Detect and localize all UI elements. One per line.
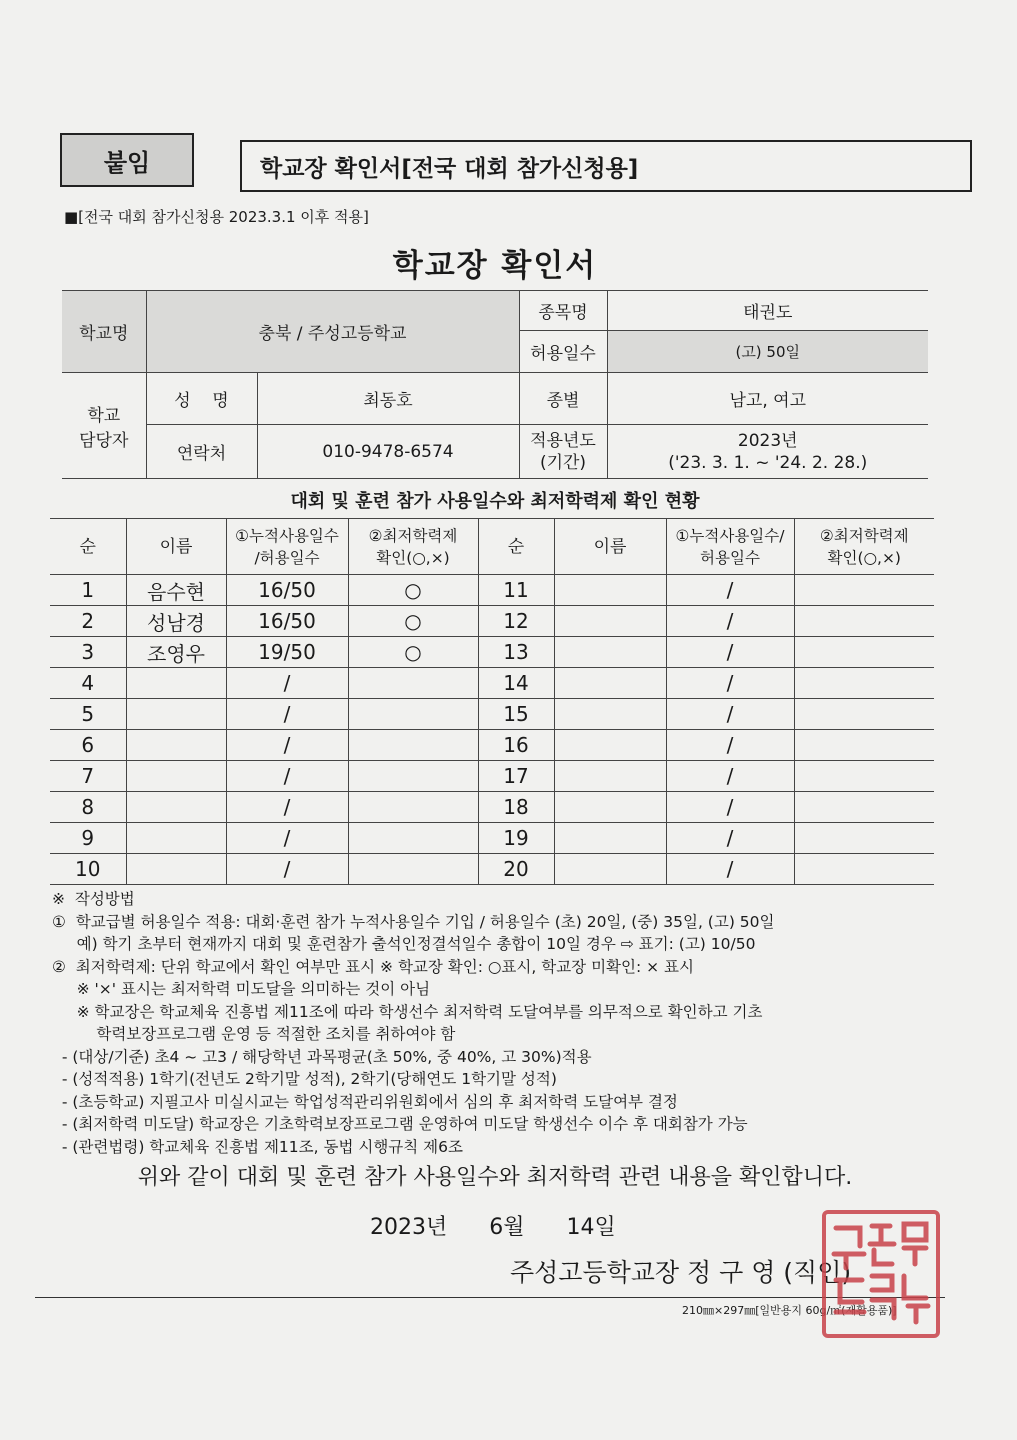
attachment-badge: 붙임 xyxy=(60,133,194,187)
col-check: ②최저학력제 확인(○,×) xyxy=(348,519,478,575)
row-name: 성남경 xyxy=(126,606,226,637)
row-days: / xyxy=(666,792,794,823)
year-cell xyxy=(607,425,928,479)
school-name-label: 학교명 xyxy=(62,291,146,373)
issue-date: 2023년 6월 14일 xyxy=(370,1215,616,1240)
note-line: - (성적적용) 1학기(전년도 2학기말 성적), 2학기(당해연도 1학기말 성적) xyxy=(52,1070,557,1088)
note-line: - (초등학교) 지필고사 미실시교는 학업성적관리위원회에서 심의 후 최저학력 도달여부 결정 xyxy=(52,1092,678,1111)
row-check xyxy=(794,606,934,637)
row-no: 1 xyxy=(50,575,126,606)
row-check xyxy=(794,575,934,606)
row-days: / xyxy=(226,854,348,885)
table-row xyxy=(50,699,934,730)
note-line: ② 최저학력제: 단위 학교에서 확인 여부만 표시 ※ 학교장 확인: ○표시, 학교장 미확인: × 표시 xyxy=(52,957,695,976)
table-row xyxy=(50,575,934,606)
header-title: 학교장 확인서[전국 대회 참가신청용] xyxy=(240,140,972,192)
principal-signature: 주성고등학교장 정 구 영 (직인) xyxy=(510,1258,852,1287)
year-value: 2023년 xyxy=(737,430,798,451)
row-name xyxy=(554,761,666,792)
row-no: 9 xyxy=(50,823,126,854)
official-seal xyxy=(822,1210,940,1338)
contact-label: 연락처 xyxy=(146,425,257,479)
row-no: 11 xyxy=(478,575,554,606)
manager-name-value: 최동호 xyxy=(257,373,519,425)
row-name: 조영우 xyxy=(126,637,226,668)
row-check xyxy=(348,761,478,792)
row-no: 12 xyxy=(478,606,554,637)
table-row xyxy=(50,761,934,792)
row-check xyxy=(348,823,478,854)
row-check xyxy=(348,792,478,823)
row-no: 6 xyxy=(50,730,126,761)
paper-spec: 210㎜×297㎜[일반용지 60g/㎡(재활용품)] xyxy=(682,1304,897,1317)
row-check xyxy=(794,854,934,885)
row-days: / xyxy=(226,668,348,699)
event-value: 태권도 xyxy=(607,291,928,331)
note-line: ※ 작성방법 xyxy=(52,890,135,908)
note-line: - (최저학력 미도달) 학교장은 기초학력보장프로그램 운영하여 미도달 학생선수 이수 후 대회참가 가능 xyxy=(52,1115,748,1133)
row-check: ○ xyxy=(348,575,478,606)
row-no: 3 xyxy=(50,637,126,668)
row-no: 20 xyxy=(478,854,554,885)
row-name xyxy=(554,699,666,730)
allowed-days-label: 허용일수 xyxy=(519,331,607,373)
row-name xyxy=(126,699,226,730)
row-name xyxy=(554,854,666,885)
row-name xyxy=(554,637,666,668)
row-no: 5 xyxy=(50,699,126,730)
row-name xyxy=(126,761,226,792)
note-line: 학력보장프로그램 운영 등 적절한 조치를 취하여야 함 xyxy=(52,1025,456,1043)
row-check xyxy=(794,761,934,792)
row-no: 18 xyxy=(478,792,554,823)
gender-label: 종별 xyxy=(519,373,607,425)
row-days: / xyxy=(666,854,794,885)
event-label: 종목명 xyxy=(519,291,607,331)
instructions xyxy=(52,888,952,1158)
table-row xyxy=(50,668,934,699)
row-no: 10 xyxy=(50,854,126,885)
manager-label: 학교 담당자 xyxy=(62,373,146,479)
contact-value: 010-9478-6574 xyxy=(257,425,519,479)
row-name xyxy=(554,730,666,761)
row-check xyxy=(348,730,478,761)
col-days-right: ①누적사용일수/ 허용일수 xyxy=(666,519,794,575)
row-no: 13 xyxy=(478,637,554,668)
row-check xyxy=(348,668,478,699)
row-name xyxy=(126,823,226,854)
row-name xyxy=(554,606,666,637)
row-check xyxy=(348,699,478,730)
row-name: 음수현 xyxy=(126,575,226,606)
row-days: / xyxy=(666,668,794,699)
row-no: 17 xyxy=(478,761,554,792)
table-row xyxy=(50,730,934,761)
row-name xyxy=(126,730,226,761)
note-line: 예) 학기 초부터 현재까지 대회 및 훈련참가 출석인정결석일수 총합이 10일 경우 ⇨ 표기: (고) 10/50 xyxy=(52,935,756,953)
table-row xyxy=(50,792,934,823)
col-days: ①누적사용일수 /허용일수 xyxy=(226,519,348,575)
gender-value: 남고, 여고 xyxy=(607,373,928,425)
school-name-value: 충북 / 주성고등학교 xyxy=(146,291,519,373)
row-name xyxy=(554,575,666,606)
allowed-days-value: (고) 50일 xyxy=(607,331,928,373)
row-days: / xyxy=(666,606,794,637)
row-name xyxy=(554,823,666,854)
row-check xyxy=(348,854,478,885)
row-check xyxy=(794,730,934,761)
col-check-right: ②최저학력제 확인(○,×) xyxy=(794,519,934,575)
row-no: 14 xyxy=(478,668,554,699)
row-days: / xyxy=(666,730,794,761)
year-label: 적용년도 (기간) xyxy=(519,425,607,479)
page-title: 학교장 확인서 xyxy=(392,248,598,284)
confirmation-text: 위와 같이 대회 및 훈련 참가 사용일수와 최저학력 관련 내용을 확인합니다. xyxy=(137,1165,853,1190)
note-line: ① 학교급별 허용일수 적용: 대회·훈련 참가 누적사용일수 기입 / 허용일수 (초) 20일, (중) 35일, (고) 50일 xyxy=(52,912,775,931)
note-line: ※ 학교장은 학교체육 진흥법 제11조에 따라 학생선수 최저학력 도달여부를 의무적으로 확인하고 기초 xyxy=(52,1002,763,1021)
row-days: / xyxy=(226,699,348,730)
row-name xyxy=(554,792,666,823)
row-days: / xyxy=(666,823,794,854)
row-check: ○ xyxy=(348,637,478,668)
row-days: / xyxy=(226,792,348,823)
row-name xyxy=(126,668,226,699)
row-no: 16 xyxy=(478,730,554,761)
row-days: / xyxy=(666,699,794,730)
note-line: - (대상/기준) 초4 ~ 고3 / 해당학년 과목평균(초 50%, 중 40%, 고 30%)적용 xyxy=(52,1047,592,1066)
row-no: 8 xyxy=(50,792,126,823)
row-check xyxy=(794,823,934,854)
row-days: / xyxy=(666,637,794,668)
row-no: 19 xyxy=(478,823,554,854)
row-no: 4 xyxy=(50,668,126,699)
row-days: / xyxy=(226,823,348,854)
row-check xyxy=(794,792,934,823)
row-days: / xyxy=(666,575,794,606)
row-check xyxy=(794,637,934,668)
row-days: 19/50 xyxy=(226,637,348,668)
row-check: ○ xyxy=(348,606,478,637)
table-row xyxy=(50,823,934,854)
participation-table xyxy=(50,518,934,885)
info-table xyxy=(62,290,928,479)
row-name xyxy=(554,668,666,699)
row-no: 2 xyxy=(50,606,126,637)
row-check xyxy=(794,699,934,730)
row-days: / xyxy=(666,761,794,792)
row-name xyxy=(126,792,226,823)
col-name: 이름 xyxy=(126,519,226,575)
divider xyxy=(35,1297,945,1298)
table-row xyxy=(50,854,934,885)
note-line: ※ '×' 표시는 최저학력 미도달을 의미하는 것이 아님 xyxy=(52,980,431,998)
row-no: 15 xyxy=(478,699,554,730)
row-days: 16/50 xyxy=(226,575,348,606)
row-days: / xyxy=(226,730,348,761)
row-days: / xyxy=(226,761,348,792)
applicability-note: ■[전국 대회 참가신청용 2023.3.1 이후 적용] xyxy=(64,208,369,226)
col-no-right: 순 xyxy=(478,519,554,575)
note-line: - (관련법령) 학교체육 진흥법 제11조, 동법 시행규칙 제6조 xyxy=(52,1137,463,1156)
col-no: 순 xyxy=(50,519,126,575)
manager-name-label: 성 명 xyxy=(146,373,257,425)
row-check xyxy=(794,668,934,699)
row-name xyxy=(126,854,226,885)
status-subtitle: 대회 및 훈련 참가 사용일수와 최저학력제 확인 현황 xyxy=(290,491,700,512)
table-row xyxy=(50,606,934,637)
year-period: ('23. 3. 1. ~ '24. 2. 28.) xyxy=(668,452,868,473)
row-days: 16/50 xyxy=(226,606,348,637)
table-row xyxy=(50,637,934,668)
row-no: 7 xyxy=(50,761,126,792)
col-name-right: 이름 xyxy=(554,519,666,575)
